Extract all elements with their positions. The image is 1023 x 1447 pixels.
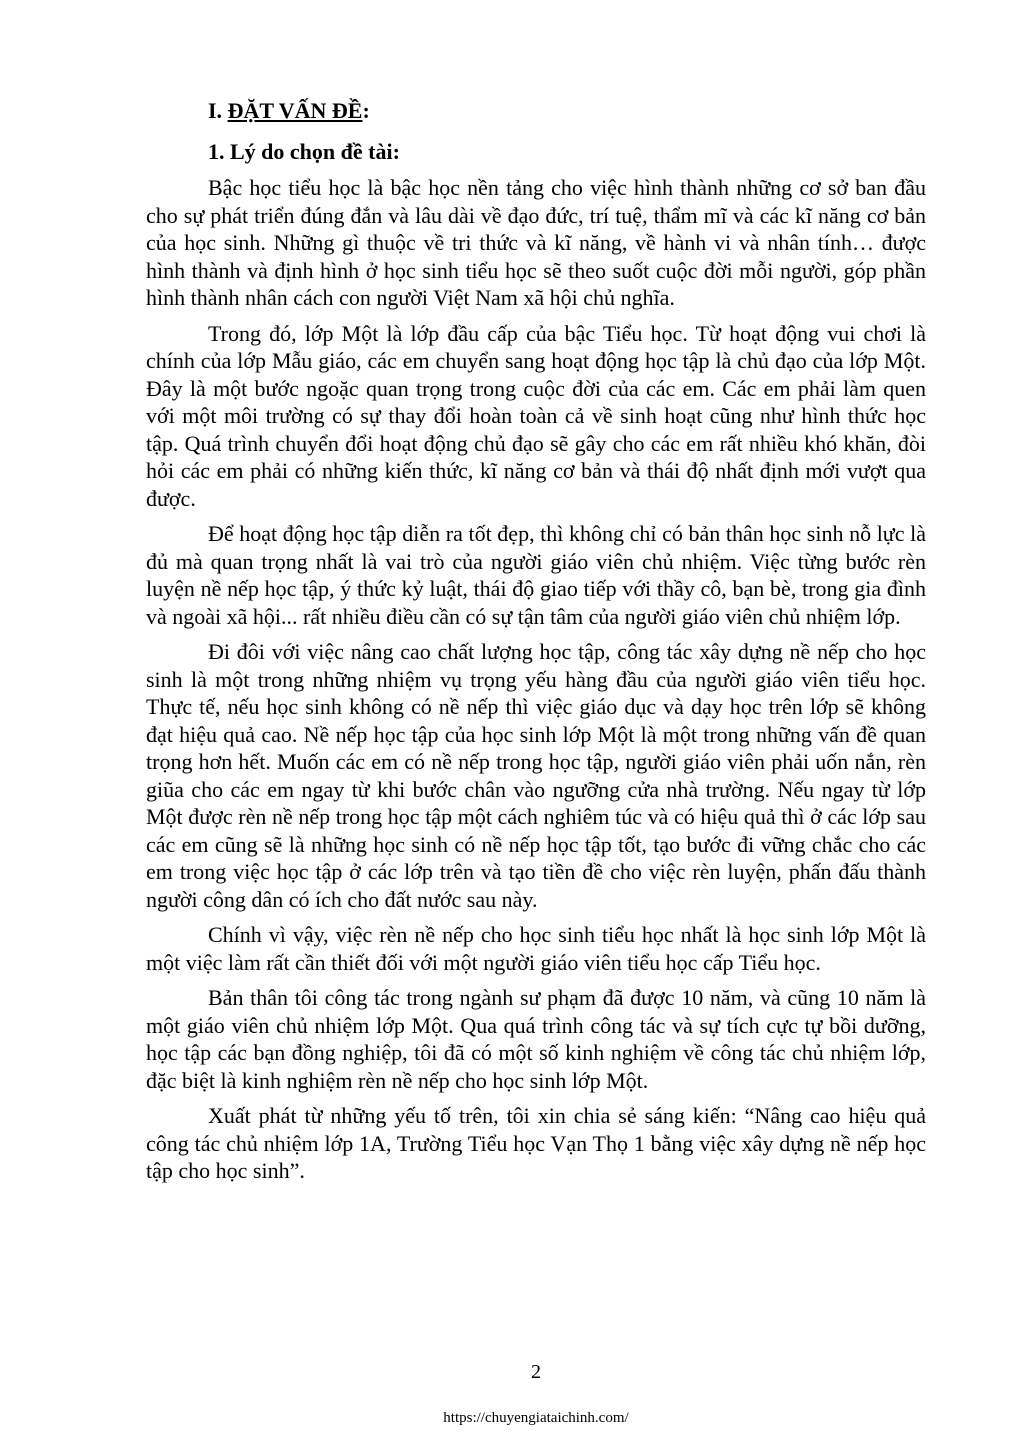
paragraph-3: Để hoạt động học tập diễn ra tốt đẹp, thì không chỉ có bản thân học sinh nỗ lực là đủ mà quan trọng nhất là vai trò của người giáo viên chủ nhiệm. Việc từng bước rèn luyện nề nếp học tập, ý thức kỷ luật, thái độ giao tiếp với thầy cô, bạn bè, trong gia đình và ngoài xã hội... rất nhiều điều cần có sự tận tâm của người giáo viên chủ nhiệm lớp. <box>146 521 926 629</box>
page-number: 2 <box>531 1361 541 1383</box>
paragraph-1: Bậc học tiểu học là bậc học nền tảng cho việc hình thành những cơ sở ban đầu cho sự phát triển đúng đắn và lâu dài về đạo đức, trí tuệ, thẩm mĩ và các kĩ năng cơ bản của học sinh. Những gì thuộc về tri thức và kĩ năng, về hành vi và nhân tính… được hình thành và định hình ở học sinh tiểu học sẽ theo suốt cuộc đời mỗi người, góp phần hình thành nhân cách con người Việt Nam xã hội chủ nghĩa. <box>146 175 926 310</box>
section-suffix: : <box>362 98 370 123</box>
subsection-heading: 1. Lý do chọn đề tài: <box>208 139 400 164</box>
section-heading <box>208 96 370 126</box>
section-number: I. <box>208 98 228 123</box>
footer-url: https://chuyengiataichinh.com/ <box>443 1410 629 1426</box>
paragraph-4: Đi đôi với việc nâng cao chất lượng học tập, công tác xây dựng nề nếp cho học sinh là một trong những nhiệm vụ trọng yếu hàng đầu của người giáo viên tiểu học. Thực tế, nếu học sinh không có nề nếp thì việc giáo dục và dạy học trên lớp sẽ không đạt hiệu quả cao. Nề nếp học tập của học sinh lớp Một là một trong những vấn đề quan trọng hơn hết. Muốn các em có nề nếp trong học tập, người giáo viên phải uốn nắn, rèn giũa cho các em ngay từ khi bước chân vào ngưỡng cửa nhà trường. Nếu ngay từ lớp Một được rèn nề nếp trong học tập một cách nghiêm túc và có hiệu quả thì ở các lớp sau các em cũng sẽ là những học sinh có nề nếp học tập tốt, tạo bước đi vững chắc cho các em trong việc học tập ở các lớp trên và tạo tiền đề cho việc rèn luyện, phấn đấu thành người công dân có ích cho đất nước sau này. <box>146 639 926 912</box>
paragraph-5: Chính vì vậy, việc rèn nề nếp cho học sinh tiểu học nhất là học sinh lớp Một là một việc làm rất cần thiết đối với một người giáo viên tiểu học cấp Tiểu học. <box>146 922 926 975</box>
document-body <box>146 174 926 1193</box>
paragraph-7: Xuất phát từ những yếu tố trên, tôi xin chia sẻ sáng kiến: “Nâng cao hiệu quả công tác chủ nhiệm lớp 1A, Trường Tiểu học Vạn Thọ 1 bằng việc xây dựng nề nếp học tập cho học sinh”. <box>146 1103 926 1183</box>
section-title: ĐẶT VẤN ĐỀ <box>227 98 363 123</box>
paragraph-6: Bản thân tôi công tác trong ngành sư phạm đã được 10 năm, và cũng 10 năm là một giáo viên chủ nhiệm lớp Một. Qua quá trình công tác và sự tích cực tự bồi dưỡng, học tập các bạn đồng nghiệp, tôi đã có một số kinh nghiệm về công tác chủ nhiệm lớp, đặc biệt là kinh nghiệm rèn nề nếp cho học sinh lớp Một. <box>146 985 926 1093</box>
paragraph-2: Trong đó, lớp Một là lớp đầu cấp của bậc Tiểu học. Từ hoạt động vui chơi là chính của lớp Mẫu giáo, các em chuyển sang hoạt động học tập là chủ đạo của lớp Một. Đây là một bước ngoặc quan trọng trong cuộc đời của các em. Các em phải làm quen với một môi trường có sự thay đổi hoàn toàn cả về sinh hoạt cũng như hình thức học tập. Quá trình chuyển đổi hoạt động chủ đạo sẽ gây cho các em rất nhiều khó khăn, đòi hỏi các em phải có những kiến thức, kĩ năng cơ bản và thái độ nhất định mới vượt qua được. <box>146 320 926 511</box>
